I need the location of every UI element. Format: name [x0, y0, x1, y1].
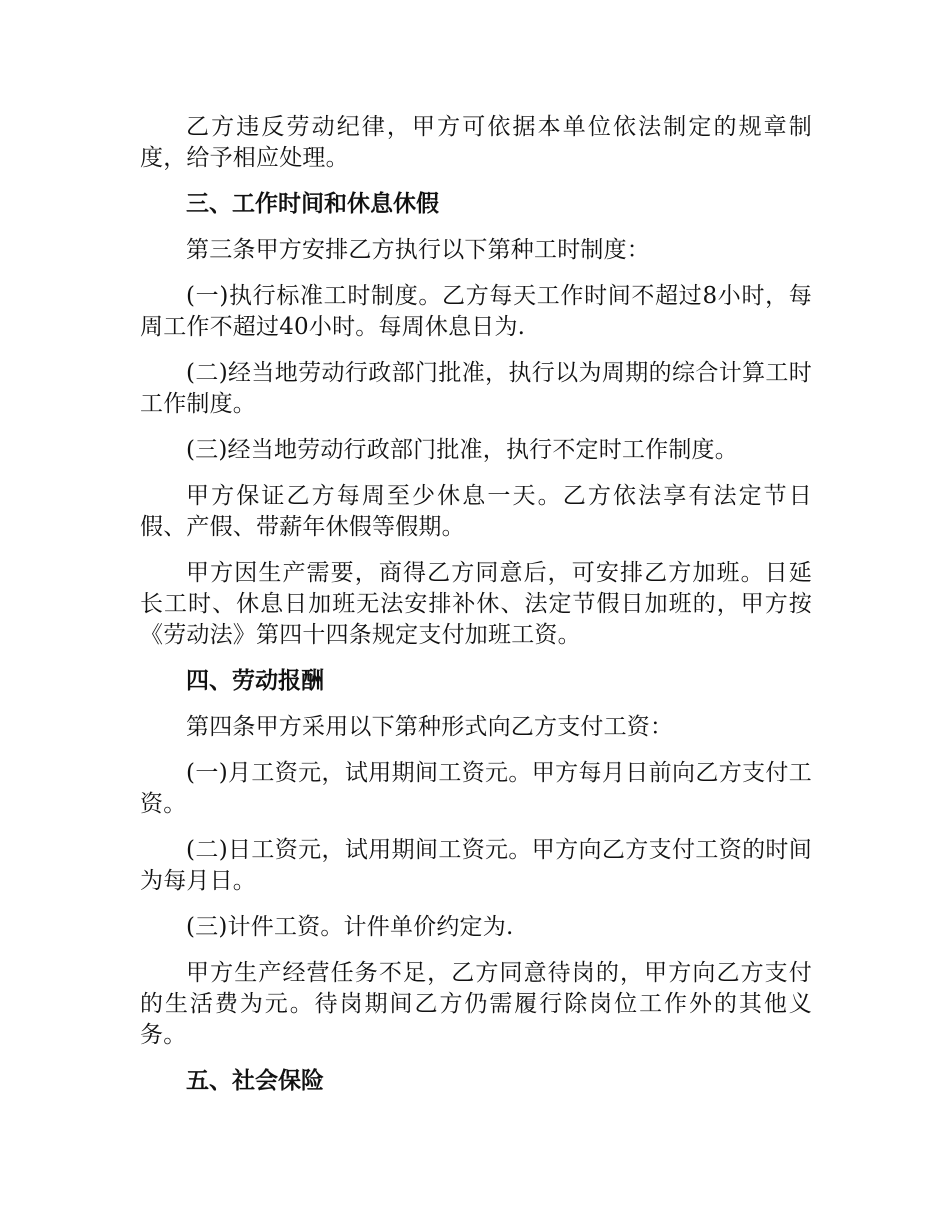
paragraph-standard-hours: (一)执行标准工时制度。乙方每天工作时间不超过8小时，每周工作不超过40小时。每周休息日为.: [140, 283, 812, 340]
paragraph-monthly-wage: (一)月工资元，试用期间工资元。甲方每月日前向乙方支付工资。: [140, 760, 812, 817]
paragraph-standby: 甲方生产经营任务不足，乙方同意待岗的，甲方向乙方支付的生活费为元。待岗期间乙方仍需履行除岗位工作外的其他义务。: [140, 960, 812, 1048]
paragraph-rest-days: 甲方保证乙方每周至少休息一天。乙方依法享有法定节日假、产假、带薪年休假等假期。: [140, 483, 812, 540]
paragraph-daily-wage: (二)日工资元，试用期间工资元。甲方向乙方支付工资的时间为每月日。: [140, 837, 812, 894]
paragraph-labor-discipline: 乙方违反劳动纪律，甲方可依据本单位依法制定的规章制度，给予相应处理。: [140, 114, 812, 171]
paragraph-piece-wage: (三)计件工资。计件单价约定为.: [186, 914, 514, 940]
section-heading-working-hours: 三、工作时间和休息休假: [186, 191, 439, 217]
section-heading-remuneration: 四、劳动报酬: [186, 668, 324, 694]
paragraph-article-3: 第三条甲方安排乙方执行以下第种工时制度：: [186, 237, 650, 263]
paragraph-comprehensive-hours: (二)经当地劳动行政部门批准，执行以为周期的综合计算工时工作制度。: [140, 360, 812, 417]
paragraph-overtime: 甲方因生产需要，商得乙方同意后，可安排乙方加班。日延长工时、休息日加班无法安排补休、法定节假日加班的，甲方按《劳动法》第四十四条规定支付加班工资。: [140, 560, 812, 648]
document-page: [140, 112, 812, 1112]
section-heading-social-insurance: 五、社会保险: [186, 1068, 324, 1094]
paragraph-flexible-hours: (三)经当地劳动行政部门批准，执行不定时工作制度。: [186, 437, 738, 463]
paragraph-article-4: 第四条甲方采用以下第种形式向乙方支付工资：: [186, 714, 674, 740]
